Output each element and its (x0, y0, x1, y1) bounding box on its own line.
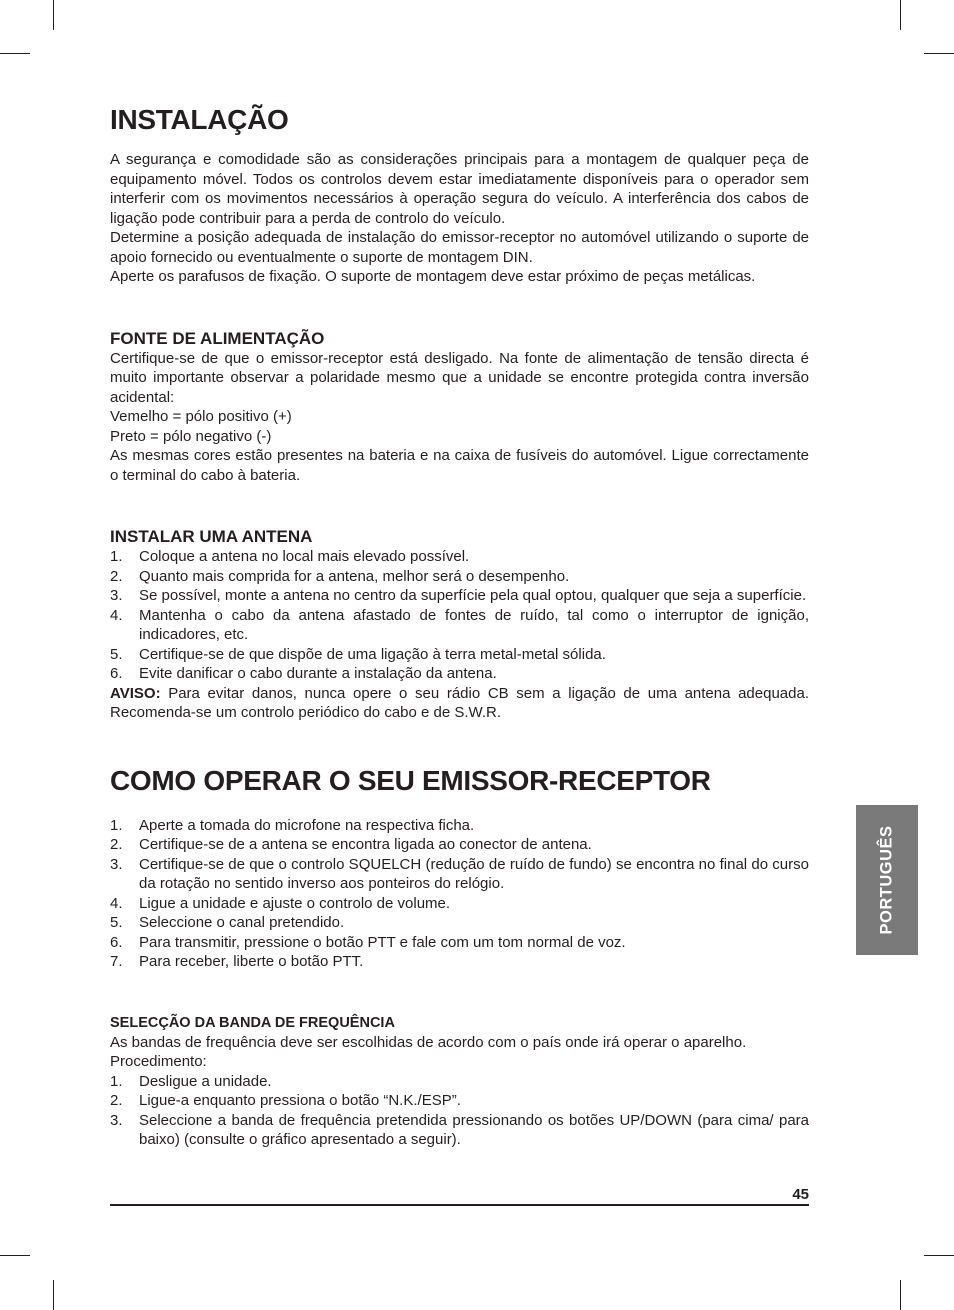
list-item: 3. Se possível, monte a antena no centro da superfície pela qual optou, qualquer que seja a superfície. (110, 587, 807, 604)
paragraph: Preto = pólo negativo (-) (110, 427, 272, 445)
list-item: 5. Certifique-se de que dispõe de uma ligação à terra metal-metal sólida. (110, 645, 606, 663)
list-item: 4. Ligue a unidade e ajuste o controlo de volume. (110, 894, 451, 912)
warning-paragraph (110, 684, 809, 723)
list-item: 2. Ligue-a enquanto pressiona o botão “N.K./ESP”. (110, 1092, 461, 1109)
list-item: 6. Para transmitir, pressione o botão PTT e fale com um tom normal de voz. (110, 933, 626, 951)
paragraph: Aperte os parafusos de fixação. O suporte de montagem deve estar próximo de peças metálicas. (110, 268, 756, 285)
paragraph: Determine a posição adequada de instalação do emissor-receptor no automóvel utilizando o suporte de apoio fornecido ou eventualmente o suporte de montagem DIN. (110, 229, 809, 266)
antenna-list (110, 547, 809, 684)
section-title-installation: INSTALAÇÃO (110, 104, 289, 135)
crop-mark (924, 53, 954, 54)
paragraph: A segurança e comodidade são as considerações principais para a montagem de qualquer peça de equipamento móvel. Todos os controlos devem estar imediatamente disponíveis para o operador sem interferir com os movimentos necessários à operação segura do veículo. A interferência dos cabos de ligação pode contribuir para a perda de controlo do veículo. (110, 151, 809, 227)
list-item: 1. Desligue a unidade. (110, 1072, 272, 1090)
footer-rule (110, 1204, 809, 1206)
language-tab (856, 805, 918, 955)
language-tab-label: PORTUGUÊS (877, 825, 896, 935)
list-item: 1. Aperte a tomada do microfone na respectiva ficha. (110, 816, 475, 834)
paragraph: Vemelho = pólo positivo (+) (110, 408, 292, 425)
crop-mark (0, 53, 30, 54)
subsection-title-power: FONTE DE ALIMENTAÇÃO (110, 328, 325, 348)
warning-label: AVISO: (110, 684, 161, 702)
list-item: 2. Certifique-se de a antena se encontra ligada ao conector de antena. (110, 836, 592, 853)
subsection-title-antenna: INSTALAR UMA ANTENA (110, 527, 313, 546)
subsection-title-band: SELECÇÃO DA BANDA DE FREQUÊNCIA (110, 1014, 395, 1031)
paragraph: As mesmas cores estão presentes na bateria e na caixa de fusíveis do automóvel. Ligue correctamente o terminal do cabo à bateria. (110, 447, 809, 484)
crop-mark (53, 1280, 54, 1310)
list-item: 6. Evite danificar o cabo durante a instalação da antena. (110, 665, 497, 682)
crop-mark (0, 1255, 30, 1256)
crop-mark (53, 0, 54, 30)
paragraph: Procedimento: (110, 1053, 207, 1070)
crop-mark (924, 1255, 954, 1256)
list-item: 1. Coloque a antena no local mais elevado possível. (110, 548, 470, 565)
list-item: 2. Quanto mais comprida for a antena, melhor será o desempenho. (110, 567, 570, 585)
operation-list (110, 816, 809, 972)
page-number: 45 (792, 1186, 809, 1203)
list-item: 3. Seleccione a banda de frequência pretendida pressionando os botões UP/DOWN (para cima/ para baixo) (consulte o gráfico apresentado a seguir). (110, 1111, 809, 1148)
list-item: 5. Seleccione o canal pretendido. (110, 914, 345, 931)
page-content (110, 100, 809, 1150)
section-title-operation: COMO OPERAR O SEU EMISSOR-RECEPTOR (110, 764, 711, 796)
paragraph: Certifique-se de que o emissor-receptor está desligado. Na fonte de alimentação de tensão directa é muito importante observar a polaridade mesmo que a unidade se encontre protegida contra inversão acidental: (110, 349, 809, 406)
list-item: 7. Para receber, liberte o botão PTT. (110, 953, 364, 970)
crop-mark (900, 1280, 901, 1310)
list-item: 4. Mantenha o cabo da antena afastado de fontes de ruído, tal como o interruptor de ignição, indicadores, etc. (110, 606, 809, 643)
crop-mark (900, 0, 901, 30)
list-item: 3. Certifique-se de que o controlo SQUELCH (redução de ruído de fundo) se encontra no final do curso da rotação no sentido inverso aos ponteiros do relógio. (110, 855, 809, 892)
paragraph: As bandas de frequência deve ser escolhidas de acordo com o país onde irá operar o aparelho. (110, 1033, 747, 1051)
warning-text: Para evitar danos, nunca opere o seu rádio CB sem a ligação de uma antena adequada. Recomenda-se um controlo periódico do cabo e de S.W.R. (110, 684, 809, 721)
band-list (110, 1072, 809, 1150)
